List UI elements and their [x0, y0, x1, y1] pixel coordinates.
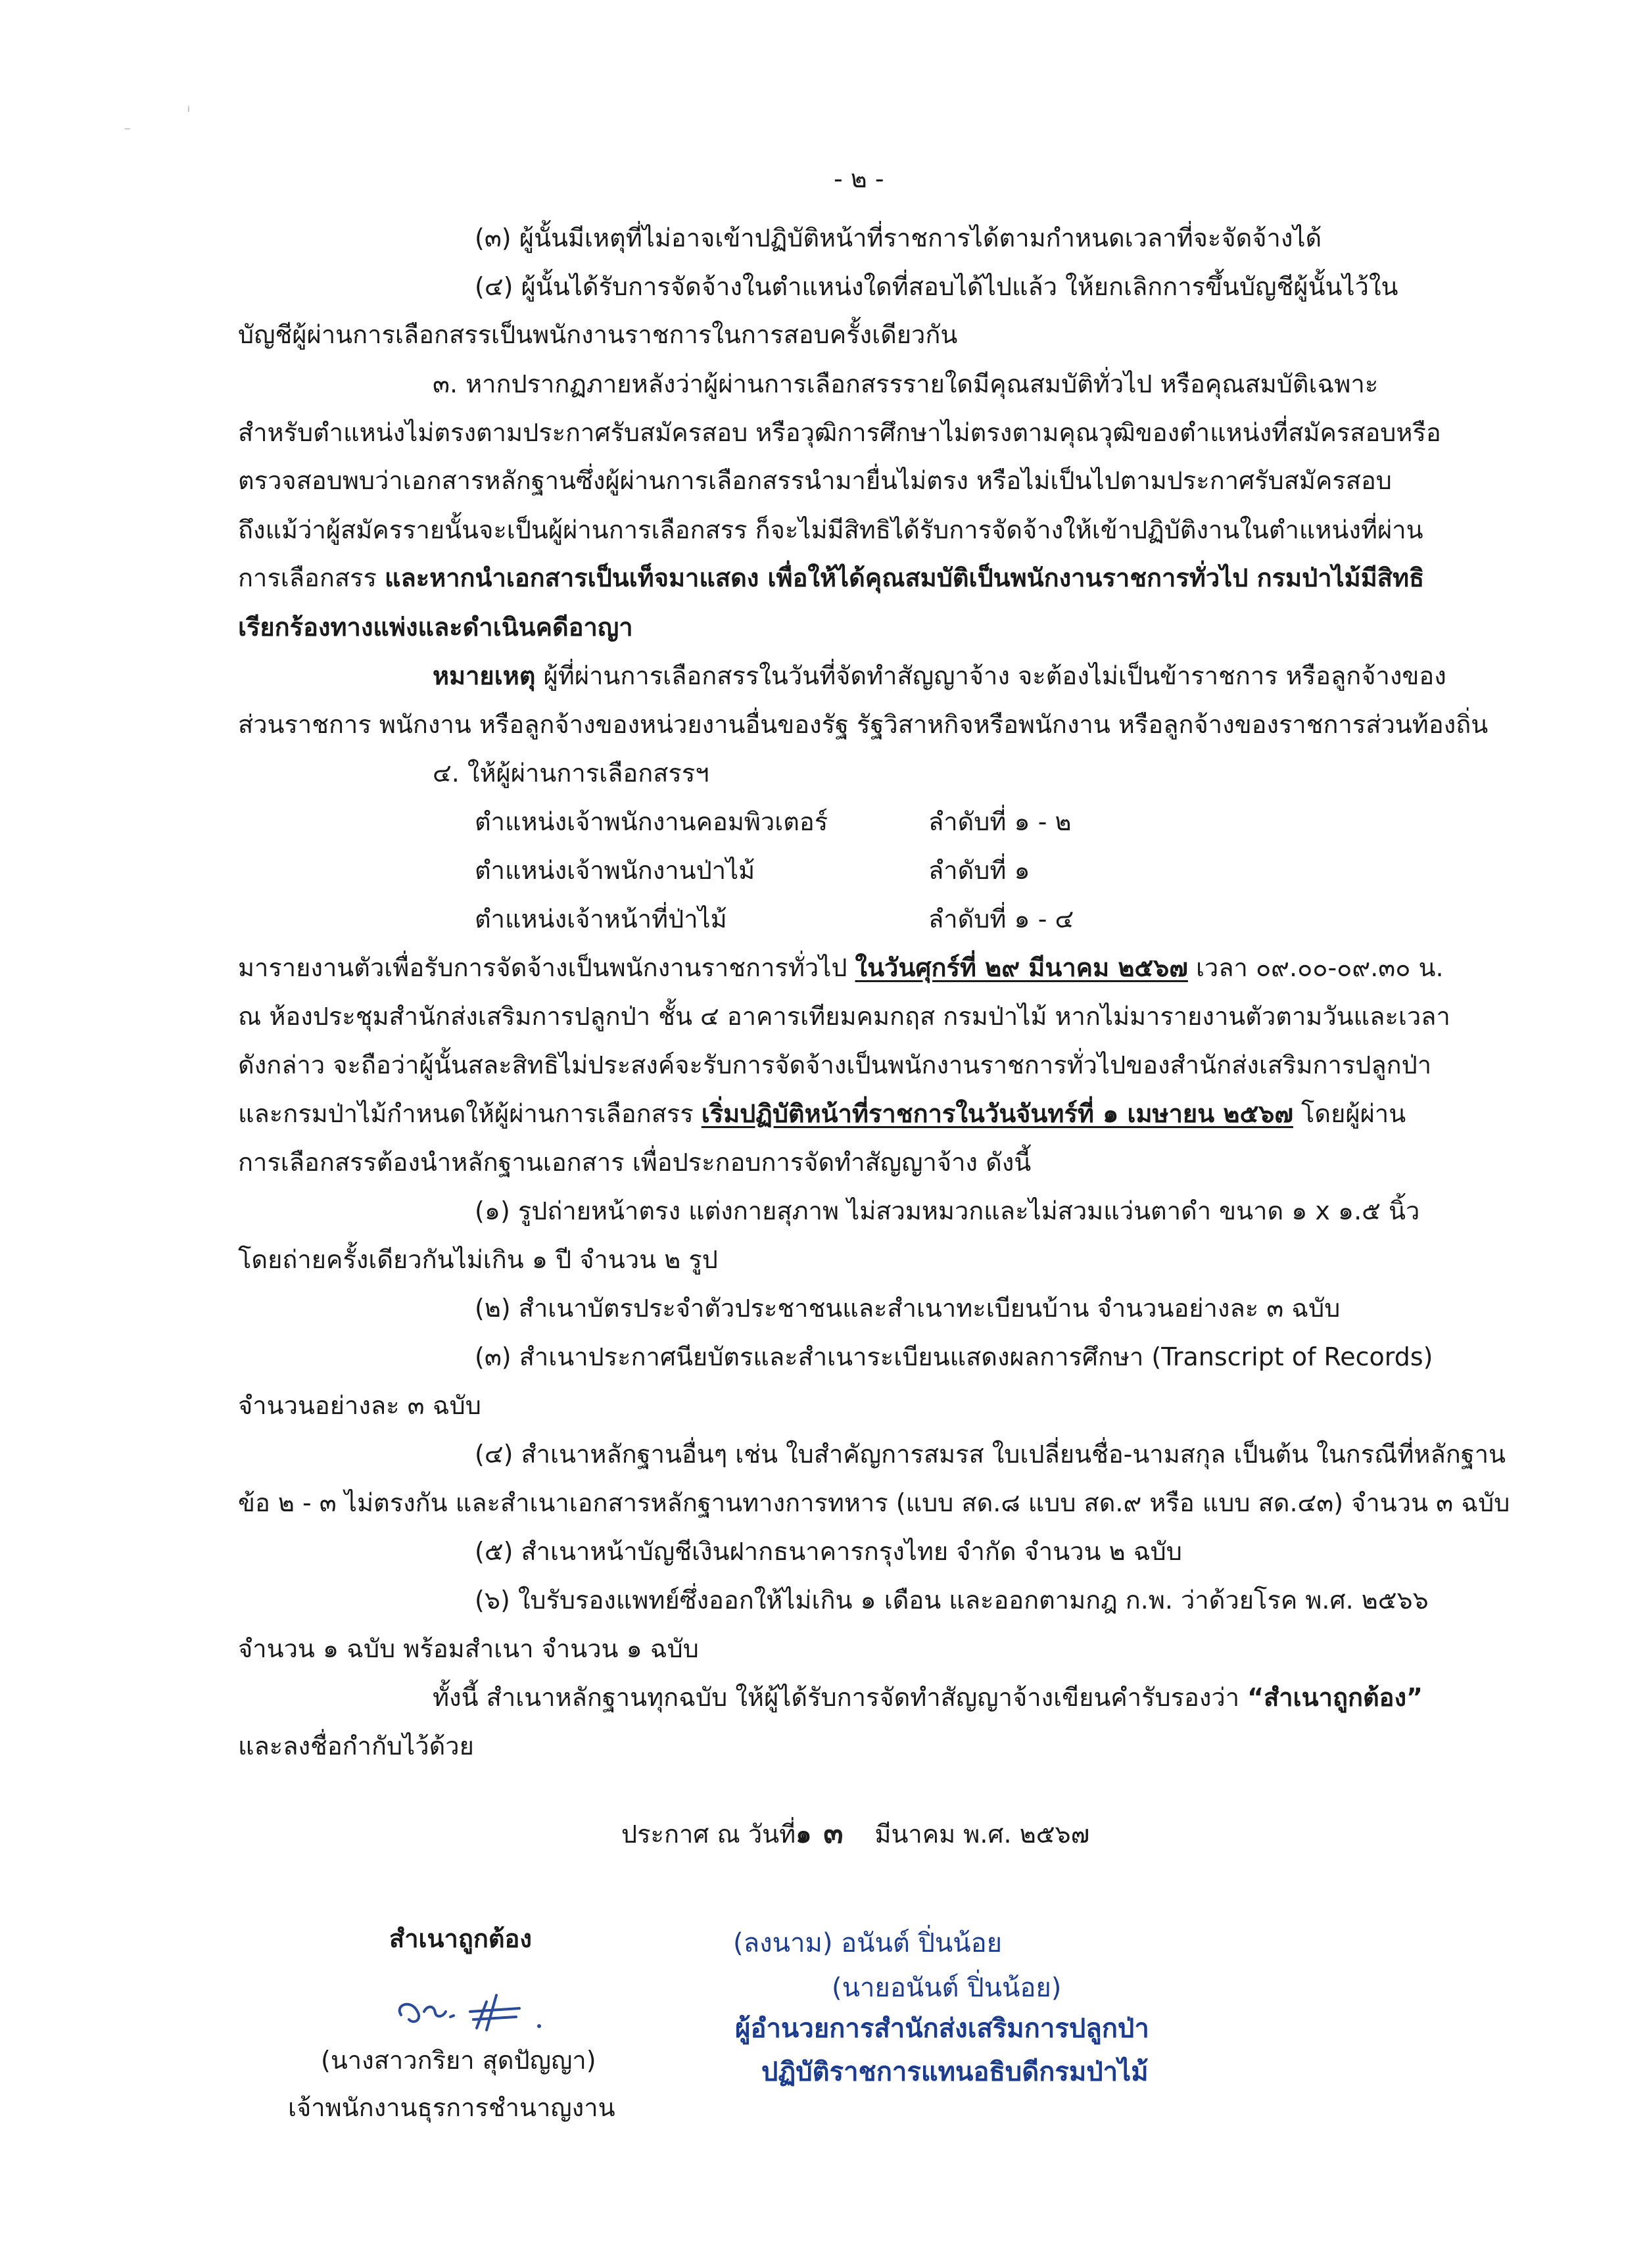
paragraph-line: ๔. ให้ผู้ผ่านการเลือกสรรฯ — [433, 759, 709, 788]
position-title: ตำแหน่งเจ้าพนักงานคอมพิวเตอร์ — [475, 807, 828, 836]
line-text: (๔) ผู้นั้นได้รับการจัดจ้างในตำแหน่งใดที่สอบได้ไปแล้ว ให้ยกเลิกการขึ้นบัญชีผู้นั้นไว้ใน — [475, 272, 1398, 301]
paragraph-line — [238, 562, 1424, 594]
position-title: ตำแหน่งเจ้าพนักงานป่าไม้ — [475, 856, 755, 885]
line-text: โดยผู้ผ่าน — [1293, 1099, 1406, 1128]
paragraph-line: การเลือกสรรต้องนำหลักฐานเอกสาร เพื่อประกอบการจัดทำสัญญาจ้าง ดังนี้ — [238, 1148, 1032, 1177]
scan-artifact-mark: ⁱ — [187, 104, 190, 120]
certified-copy-heading: สำเนาถูกต้อง — [389, 1924, 532, 1953]
line-text: และกรมป่าไม้กำหนดให้ผู้ผ่านการเลือกสรร — [238, 1099, 702, 1128]
position-rank: ลำดับที่ ๑ — [928, 856, 1030, 885]
stamp-signed-line: (ลงนาม) อนันต์ ปิ่นน้อย — [733, 1928, 1003, 1958]
date-suffix: มีนาคม พ.ศ. ๒๕๖๗ — [874, 1820, 1090, 1849]
document-item: (๓) สำเนาประกาศนียบัตรและสำเนาระเบียนแสดงผลการศึกษา (Transcript of Records) — [475, 1342, 1433, 1371]
date-day-handwritten: ๓ — [823, 1816, 844, 1850]
stamp-acting-line: ปฏิบัติราชการแทนอธิบดีกรมป่าไม้ — [761, 2057, 1149, 2087]
line-text: ผู้ที่ผ่านการเลือกสรรในวันที่จัดทำสัญญาจ้าง จะต้องไม่เป็นข้าราชการ หรือลูกจ้างของ — [535, 661, 1446, 690]
handwritten-signature — [388, 1979, 585, 2038]
paragraph-line: (๓) ผู้นั้นมีเหตุที่ไม่อาจเข้าปฏิบัติหน้าที่ราชการได้ตามกำหนดเวลาที่จะจัดจ้างได้ — [475, 224, 1322, 252]
stamp-name-line: (นายอนันต์ ปิ่นน้อย) — [832, 1973, 1062, 2003]
report-date-text: ในวันศุกร์ที่ ๒๙ มีนาคม ๒๕๖๗ — [855, 953, 1188, 982]
stamp-position-line: ผู้อำนวยการสำนักส่งเสริมการปลูกป่า — [735, 2014, 1149, 2044]
line-text: การเลือกสรร — [238, 563, 385, 592]
document-item: (๑) รูปถ่ายหน้าตรง แต่งกายสุภาพ ไม่สวมหมวกและไม่สวมแว่นตาดำ ขนาด ๑ x ๑.๕ นิ้ว — [475, 1196, 1420, 1225]
paragraph-line: สำหรับตำแหน่งไม่ตรงตามประกาศรับสมัครสอบ หรือวุฒิการศึกษาไม่ตรงตามคุณวุฒิของตำแหน่งที่สมัครสอบหรือ — [238, 418, 1441, 447]
paragraph-line: โดยถ่ายครั้งเดียวกันไม่เกิน ๑ ปี จำนวน ๒ รูป — [238, 1245, 718, 1274]
note-label: หมายเหตุ — [433, 661, 536, 690]
announcement-date — [621, 1818, 1089, 1850]
date-day-typed: ๑ — [796, 1820, 812, 1849]
paragraph-line: ตรวจสอบพบว่าเอกสารหลักฐานซึ่งผู้ผ่านการเลือกสรรนำมายื่นไม่ตรง หรือไม่เป็นไปตามประกาศรับสมัครสอบ — [238, 466, 1392, 495]
paragraph-line: ส่วนราชการ พนักงาน หรือลูกจ้างของหน่วยงานอื่นของรัฐ รัฐวิสาหกิจหรือพนักงาน หรือลูกจ้างของราชการส่วนท้องถิ่น — [238, 710, 1489, 739]
start-date-text: เริ่มปฏิบัติหน้าที่ราชการในวันจันทร์ที่ ๑ เมษายน ๒๕๖๗ — [701, 1099, 1293, 1128]
bold-warning-text: และหากนำเอกสารเป็นเท็จมาแสดง เพื่อให้ได้คุณสมบัติเป็นพนักงานราชการทั่วไป กรมป่าไม้มีสิทธิ — [384, 563, 1425, 592]
paragraph-line: ข้อ ๒ - ๓ ไม่ตรงกัน และสำเนาเอกสารหลักฐานทางการทหาร (แบบ สด.๘ แบบ สด.๙ หรือ แบบ สด.๔๓) จำนวน ๓ ฉบับ — [238, 1488, 1510, 1517]
paragraph-line: ๓. หากปรากฏภายหลังว่าผู้ผ่านการเลือกสรรรายใดมีคุณสมบัติทั่วไป หรือคุณสมบัติเฉพาะ — [433, 369, 1379, 398]
paragraph-line: ดังกล่าว จะถือว่าผู้นั้นสละสิทธิไม่ประสงค์จะรับการจัดจ้างเป็นพนักงานราชการทั่วไปของสำนักส่งเสริมการปลูกป่า — [238, 1051, 1432, 1079]
position-rank: ลำดับที่ ๑ - ๒ — [928, 807, 1072, 836]
paragraph-line: และลงชื่อกำกับไว้ด้วย — [238, 1732, 474, 1760]
paragraph-line: เรียกร้องทางแพ่งและดำเนินคดีอาญา — [238, 613, 633, 642]
position-title: ตำแหน่งเจ้าหน้าที่ป่าไม้ — [475, 905, 727, 933]
document-item: (๖) ใบรับรองแพทย์ซึ่งออกให้ไม่เกิน ๑ เดือน และออกตามกฎ ก.พ. ว่าด้วยโรค พ.ศ. ๒๕๖๖ — [475, 1586, 1429, 1615]
paragraph-line: ถึงแม้ว่าผู้สมัครรายนั้นจะเป็นผู้ผ่านการเลือกสรร ก็จะไม่มีสิทธิได้รับการจัดจ้างให้เข้าปฏิบัติงานในตำแหน่งที่ผ่าน — [238, 515, 1423, 544]
paragraph-line — [475, 271, 1483, 302]
note-line — [433, 660, 1446, 692]
paragraph-line — [238, 952, 1444, 983]
paragraph-line: ณ ห้องประชุมสำนักส่งเสริมการปลูกป่า ชั้น ๔ อาคารเทียมคมกฤส กรมป่าไม้ หากไม่มารายงานตัวตามวันและเวลา — [238, 1002, 1450, 1031]
certifier-position: เจ้าพนักงานธุรการชำนาญงาน — [288, 2093, 615, 2122]
position-rank: ลำดับที่ ๑ - ๔ — [928, 905, 1074, 933]
line-text: มารายงานตัวเพื่อรับการจัดจ้างเป็นพนักงานราชการทั่วไป — [238, 953, 855, 982]
line-text: ทั้งนี้ สำเนาหลักฐานทุกฉบับ ให้ผู้ได้รับการจัดทำสัญญาจ้างเขียนคำรับรองว่า — [433, 1683, 1248, 1712]
document-item: (๔) สำเนาหลักฐานอื่นๆ เช่น ใบสำคัญการสมรส ใบเปลี่ยนชื่อ-นามสกุล เป็นต้น ในกรณีที่หลักฐาน — [475, 1440, 1506, 1469]
scan-artifact-mark: ⁻ — [124, 124, 131, 140]
paragraph-line — [238, 1098, 1406, 1129]
paragraph-line: จำนวน ๑ ฉบับ พร้อมสำเนา จำนวน ๑ ฉบับ — [238, 1634, 699, 1663]
line-text: เวลา ๐๙.๐๐-๐๙.๓๐ น. — [1187, 953, 1444, 982]
paragraph-line: บัญชีผู้ผ่านการเลือกสรรเป็นพนักงานราชการในการสอบครั้งเดียวกัน — [238, 320, 958, 349]
paragraph-line — [433, 1682, 1423, 1713]
page-number: - ๒ - — [834, 164, 884, 193]
date-prefix: ประกาศ ณ วันที่ — [621, 1820, 796, 1849]
certified-phrase: “สำเนาถูกต้อง” — [1247, 1683, 1423, 1712]
certifier-name: (นางสาวกริยา สุดปัญญา) — [321, 2046, 596, 2075]
document-item: (๕) สำเนาหน้าบัญชีเงินฝากธนาคารกรุงไทย จำกัด จำนวน ๒ ฉบับ — [475, 1537, 1182, 1566]
document-item: (๒) สำเนาบัตรประจำตัวประชาชนและสำเนาทะเบียนบ้าน จำนวนอย่างละ ๓ ฉบับ — [475, 1294, 1341, 1323]
paragraph-line: จำนวนอย่างละ ๓ ฉบับ — [238, 1391, 481, 1420]
